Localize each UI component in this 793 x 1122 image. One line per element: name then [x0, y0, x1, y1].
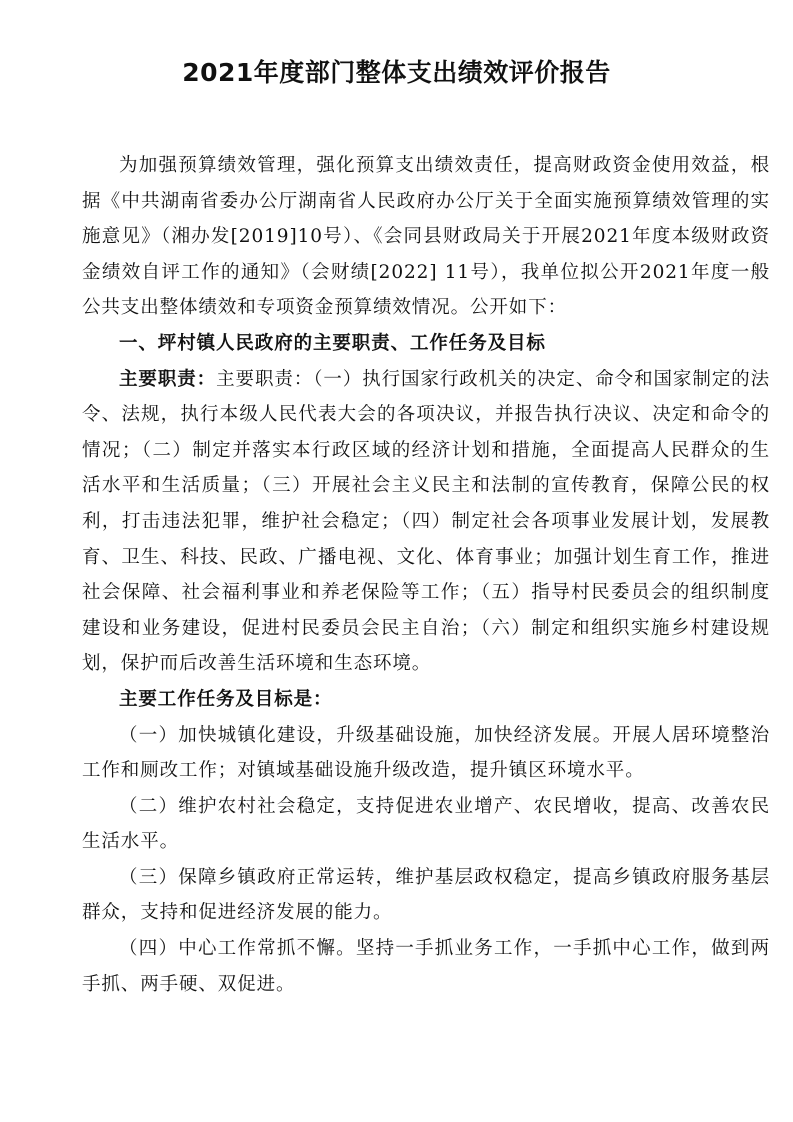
duties-paragraph — [82, 362, 770, 682]
duties-label: 主要职责： — [119, 368, 217, 390]
task-item-4: （四）中心工作常抓不懈。坚持一手抓业务工作，一手抓中心工作，做到两手抓、两手硬、双促进。 — [82, 938, 770, 995]
section1-heading: 一、坪村镇人民政府的主要职责、工作任务及目标 — [119, 332, 546, 354]
document-title: 2021年度部门整体支出绩效评价报告 — [182, 58, 611, 87]
document-body — [82, 148, 770, 1002]
task-item-2: （二）维护农村社会稳定，支持促进农业增产、农民增收，提高、改善农民生活水平。 — [82, 795, 770, 853]
task-item-1: （一）加快城镇化建设，升级基础设施，加快经济发展。开展人居环境整治工作和厕改工作；对镇域基础设施升级改造，提升镇区环境水平。 — [82, 724, 770, 782]
task-item-3: （三）保障乡镇政府正常运转，维护基层政权稳定，提高乡镇政府服务基层群众，支持和促进经济发展的能力。 — [82, 866, 770, 924]
intro-paragraph: 为加强预算绩效管理，强化预算支出绩效责任，提高财政资金使用效益，根据《中共湖南省委办公厅湖南省人民政府办公厅关于全面实施预算绩效管理的实施意见》（湘办发[2019]10号）、《会同县财政局关于开展2021年度本级财政资金绩效自评工作的通知》（会财绩[2022] 11号），我单位拟公开2021年度一般公共支出整体绩效和专项资金预算绩效情况。公开如下： — [82, 155, 770, 319]
tasks-heading: 主要工作任务及目标是： — [119, 688, 333, 710]
duties-text: 主要职责：（一）执行国家行政机关的决定、命令和国家制定的法令、法规，执行本级人民代表大会的各项决议，并报告执行决议、决定和命令的情况；（二）制定并落实本行政区域的经济计划和措施，全面提高人民群众的生活水平和生活质量；（三）开展社会主义民主和法制的宣传教育，保障公民的权利，打击违法犯罪，维护社会稳定；（四）制定社会各项事业发展计划，发展教育、卫生、科技、民政、广播电视、文化、体育事业；加强计划生育工作，推进社会保障、社会福利事业和养老保险等工作；（五）指导村民委员会的组织制度建设和业务建设，促进村民委员会民主自治；（六）制定和组织实施乡村建设规划，保护而后改善生活环境和生态环境。 — [82, 368, 770, 675]
